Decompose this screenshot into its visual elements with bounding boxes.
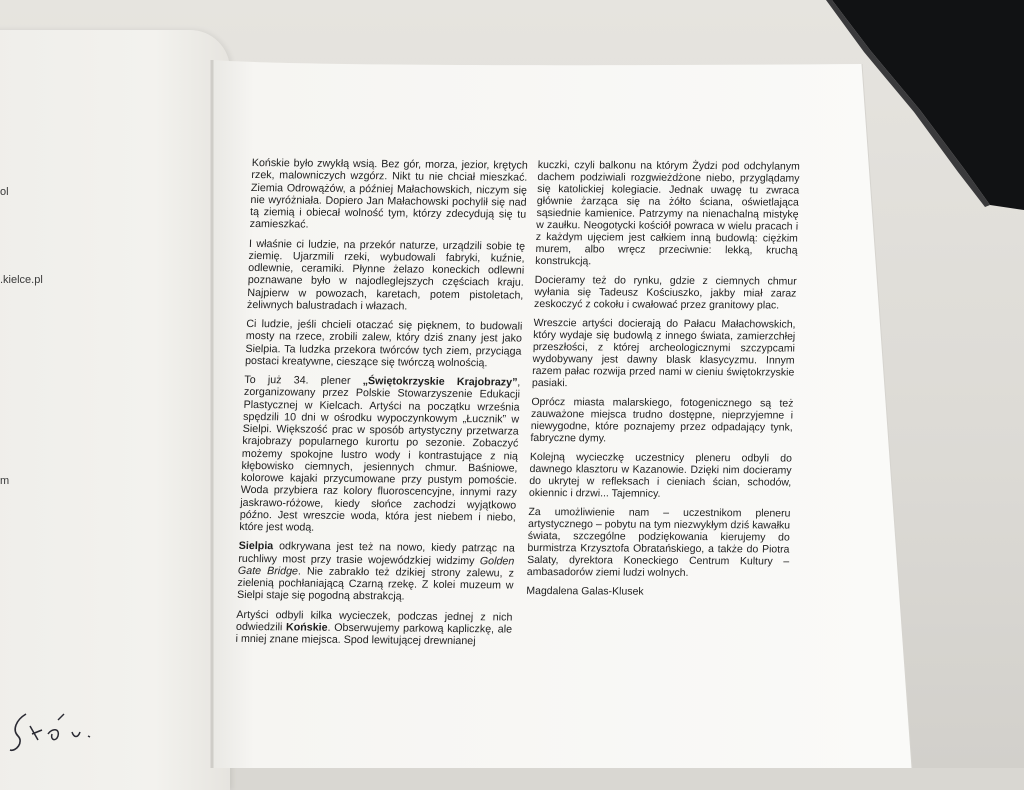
paragraph: To już 34. plener „Świętokrzyskie Krajobrazy”, zorganizowany przez Polskie Stowarzyszenie Edukacji Plastycznej w Kielcach. Artyści na początku września spędzili 10 dni w ośrodku wypoczynkowym „Łucznik” w Sielpi. Większość prac w sposób artystyczny przetwarza krajobrazy popularnego kurortu po sezonie. Zobaczyć możemy spokojne lustro wody i kontrastujące z nią kłębowisko ciemnych, jesiennych chmur. Baśniowe, kolorowe kajaki przycumowane przy pustym pomoście. Woda przybiera raz kolory fluoroscencyjne, innymi razy jaskrawo-różowe, kiedy słońce zachodzi wyjątkowo późno. Jest wreszcie woda, która jest niebem i niebo, które jest wodą.	[239, 373, 521, 534]
paragraph: Wreszcie artyści docierają do Pałacu Małachowskich, który wydaje się budowlą z innego świata, zamierzchłej przeszłości, z której archeologicznymi szczypcami wydobywany jest dawny blask klasycyzmu. Innym razem pałac rozwija przed nami w cieniu świętokrzyskie pasiaki.	[531, 316, 796, 390]
paragraph: Artyści odbyli kilka wycieczek, podczas jednej z nich odwiedzili Końskie. Obserwujemy parkową kapliczkę, ale i mniej znane miejsca. Spod lewitującej drewnianej	[235, 608, 513, 648]
paragraph: Kolejną wycieczkę uczestnicy pleneru odbyli do dawnego klasztoru w Kazanowie. Dzięki nim docieramy do ukrytej w refleksach i cieniach ścian, schodów, okiennic i drzwi... Tajemnicy.	[528, 450, 793, 500]
paragraph: Oprócz miasta malarskiego, fotogenicznego są też zauważone miejsca trudno dostępne, nieprzyjemne i niewygodne, które poznajemy przez odpadający tynk, fabryczne dymy.	[530, 395, 794, 445]
paragraph: Docieramy też do rynku, gdzie z ciemnych chmur wyłania się Tadeusz Kościuszko, jakby miał zaraz zeskoczyć z cokołu i cwałować przez granitowy plac.	[533, 273, 797, 312]
paragraph: Za umożliwienie nam – uczestnikom pleneru artystycznego – pobytu na tym niezwykłym dziś kawałku świata, szczególne podziękowania kierujemy do burmistrza Krzysztofa Obratańskiego, a także do Piotra Salaty, dyrektora Koneckiego Centrum Kultury – ambasadorów ziemi ludzi wolnych.	[526, 505, 791, 579]
paragraph: Sielpia odkrywana jest też na nowo, kiedy patrząc na ruchliwy most przy trasie wojewódzkiej widzimy Golden Gate Bridge. Nie zabrakło też dzikiej strony zalewu, z zielenią pochłaniającą Czarną rzekę. Z kolei muzeum w Sielpi staje się pogodną abstrakcją.	[236, 540, 515, 603]
paragraph: I właśnie ci ludzie, na przekór naturze, urządzili sobie tę ziemię. Ujarzmili rzeki, wybudowali fabryki, kuźnie, odlewnie, ceramiki. Płynne żelazo koneckich odlewni poznawane było w najodleglejszych częściach kraju. Najpierw w powozach, karetach, potem pistoletach, żeliwnych balustradach i włazach.	[246, 237, 526, 313]
paragraph: Końskie było zwykłą wsią. Bez gór, morza, jezior, krętych rzek, malowniczych wzgórz. Nikt tu nie chciał mieszkać. Ziemia Odrowążów, a później Małachowskich, niczym się nie wyróżniała. Dopiero Jan Małachowski pochylił się nad tą ziemią i obiecał wolność tym, którzy zdecydują się tu zamieszkać.	[249, 157, 528, 231]
left-page-text-fragment: m	[0, 475, 10, 487]
text-column-right	[526, 159, 800, 606]
left-page-url-fragment: .kielce.pl	[0, 274, 43, 286]
paragraph: Ci ludzie, jeśli chcieli otaczać się pięknem, to budowali mosty na rzece, zrobili zalew, który dziś znany jest jako Sielpia. Ta ludzka przekora twórców tych ziem, przyciąga postaci kreatywne, cieszące się twórczą wolnością.	[244, 317, 523, 370]
author-signature: Magdalena Galas-Klusek	[526, 584, 644, 598]
text-column-left	[235, 157, 528, 655]
paragraph: kuczki, czyli balkonu na którym Żydzi pod odchylanym dachem podziwiali rozgwieżdżone niebo, przyglądamy się katolickiej kolegiacie. Jednak uwagę tu zwraca głównie żarząca się na żółto ściana, oświetlająca sąsiednie kamienice. Patrzymy na nienachalną mistykę w zaułku. Neogotycki kościół powraca w wielu pracach i z każdym ujęciem jest całkiem inną budowlą: ciężkim murem, albo wręcz przeciwnie: lekką, kruchą konstrukcją.	[535, 159, 800, 268]
left-page-text-fragment: ol	[0, 186, 9, 198]
